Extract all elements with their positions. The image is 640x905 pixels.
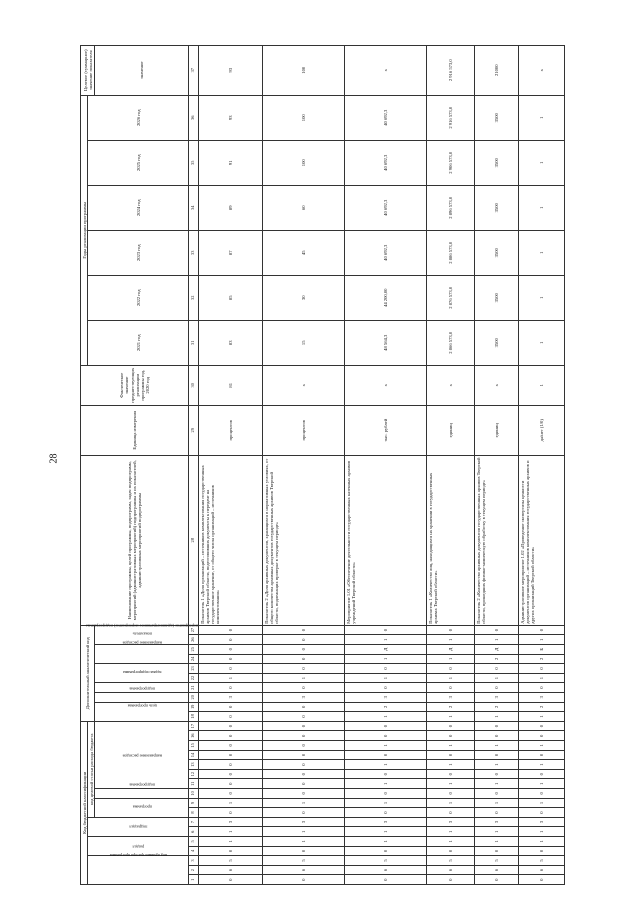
- code-cell: 3: [519, 817, 565, 827]
- row-year-value: 2 876 573,0: [427, 275, 475, 320]
- column-number: 22: [189, 673, 199, 683]
- code-cell: 0: [263, 683, 345, 693]
- year-2025-header: 2025 год: [88, 140, 189, 185]
- code-cell: 0: [199, 702, 263, 712]
- row-name: Показатель 1 «Доля организаций – источников комплектования государственных архивов Тверской области, подготовивших документы к передаче на государственное хранение, от общего числа организаций – источников комплектования»: [199, 455, 263, 625]
- code-cell: 0: [345, 731, 427, 741]
- code-cell: 0: [427, 769, 475, 779]
- code-cell: 0: [263, 760, 345, 770]
- code-cell: 2: [427, 702, 475, 712]
- code-cell: Д: [427, 644, 475, 654]
- row-target: x: [519, 45, 565, 95]
- row-unit: единиц: [427, 405, 475, 455]
- column-number: 37: [189, 45, 199, 95]
- table-row: [427, 45, 475, 884]
- code-cell: 1: [263, 798, 345, 808]
- code-cell: 0: [427, 731, 475, 741]
- row-fact: 1: [519, 365, 565, 405]
- code-cell: 1: [519, 741, 565, 751]
- code-cell: 1: [475, 837, 519, 847]
- row-fact: x: [345, 365, 427, 405]
- row-year-value: 2 896 573,0: [427, 185, 475, 230]
- column-numbers-row: [189, 45, 199, 884]
- code-cell: 0: [345, 750, 427, 760]
- row-year-value: 3500: [475, 275, 519, 320]
- fact-year-header: Фактическое значение предшествующих реализации программы год, 2020 год: [81, 365, 189, 405]
- code-cell: 0: [263, 664, 345, 674]
- table-row: [475, 45, 519, 884]
- column-number: 17: [189, 721, 199, 731]
- program-code-header: программа: [95, 798, 189, 817]
- code-cell: 0: [199, 654, 263, 664]
- code-cell: 1: [345, 673, 427, 683]
- row-year-value: 2 906 573,0: [427, 140, 475, 185]
- column-number: 6: [189, 827, 199, 837]
- code-cell: 0: [475, 721, 519, 731]
- code-cell: 0: [475, 625, 519, 635]
- code-cell: 1: [519, 779, 565, 789]
- row-name: Показатель 1 «Количество лиц, находящихся на хранении в государственных архивах Тверской области»: [427, 455, 475, 625]
- row-year-value: 2 866 573,0: [427, 320, 475, 365]
- code-cell: 1: [427, 741, 475, 751]
- code-cell: 0: [427, 808, 475, 818]
- row-year-value: 3500: [475, 185, 519, 230]
- column-number: 8: [189, 808, 199, 818]
- row-year-value: 93: [199, 95, 263, 140]
- code-cell: 6: [475, 865, 519, 875]
- column-number: 10: [189, 789, 199, 799]
- code-cell: 0: [519, 664, 565, 674]
- code-cell: 0: [345, 875, 427, 885]
- code-cell: 3: [427, 817, 475, 827]
- row-year-value: 1: [519, 185, 565, 230]
- column-number: 4: [189, 846, 199, 856]
- code-cell: 3: [345, 817, 427, 827]
- code-cell: 1: [519, 673, 565, 683]
- row-year-value: 100: [263, 140, 345, 185]
- code-cell: 5: [263, 856, 345, 866]
- row-year-value: 1: [519, 140, 565, 185]
- row-unit: да/нет (1/0): [519, 405, 565, 455]
- code-cell: 0: [199, 760, 263, 770]
- code-cell: 0: [263, 635, 345, 645]
- code-cell: 6: [519, 865, 565, 875]
- code-cell: 0: [199, 625, 263, 635]
- code-cell: 0: [263, 769, 345, 779]
- row-year-value: 45: [263, 230, 345, 275]
- row-year-value: 40 692,3: [345, 140, 427, 185]
- column-number: 11: [189, 779, 199, 789]
- code-cell: 0: [519, 875, 565, 885]
- code-cell: 0: [263, 712, 345, 722]
- row-year-value: 91: [199, 140, 263, 185]
- code-cell: 1: [475, 635, 519, 645]
- column-number: 33: [189, 230, 199, 275]
- column-number: 16: [189, 731, 199, 741]
- goal-header: задача подпрограммы: [95, 683, 189, 693]
- column-number: 9: [189, 798, 199, 808]
- row-year-value: 87: [199, 230, 263, 275]
- row-year-value: 1: [519, 230, 565, 275]
- row-year-value: 30: [263, 275, 345, 320]
- code-cell: 0: [199, 644, 263, 654]
- code-cell: 0: [519, 731, 565, 741]
- purpose-code-header: цель программы: [95, 702, 189, 721]
- column-number: 14: [189, 750, 199, 760]
- code-cell: 0: [199, 664, 263, 674]
- code-cell: 0: [427, 789, 475, 799]
- code-cell: 1: [345, 779, 427, 789]
- row-year-value: 40 692,3: [345, 185, 427, 230]
- code-cell: 0: [475, 664, 519, 674]
- row-year-value: 40 692,3: [345, 95, 427, 140]
- code-cell: 1: [427, 635, 475, 645]
- row-year-value: 85: [199, 275, 263, 320]
- column-number: 23: [189, 664, 199, 674]
- podrazdel-header: подраздел: [88, 817, 189, 836]
- code-cell: 0: [519, 683, 565, 693]
- column-number: 34: [189, 185, 199, 230]
- code-cell: 0: [427, 846, 475, 856]
- code-cell: 1: [475, 779, 519, 789]
- code-cell: 0: [199, 779, 263, 789]
- column-number: 12: [189, 769, 199, 779]
- table-row: [199, 45, 263, 884]
- code-cell: 5: [199, 856, 263, 866]
- row-name: Показатель 2 «Количество архивных документов государственных архивов Тверской области, прошедших физико-химическую обработку в текущем периоде»: [475, 455, 519, 625]
- code-cell: 0: [199, 769, 263, 779]
- row-unit: процентов: [263, 405, 345, 455]
- row-year-value: 1: [519, 275, 565, 320]
- code-cell: 5: [345, 856, 427, 866]
- additional-code-header: Дополнительный аналитический код: [81, 625, 95, 721]
- row-year-value: 44 200,00: [345, 275, 427, 320]
- row-year-value: 60: [263, 185, 345, 230]
- code-cell: 5: [475, 856, 519, 866]
- program-table: [80, 45, 565, 885]
- code-cell: 3: [427, 692, 475, 702]
- code-cell: 1: [475, 741, 519, 751]
- column-number: 19: [189, 702, 199, 712]
- code-cell: Д: [345, 644, 427, 654]
- code-cell: 2: [475, 702, 519, 712]
- column-number: 7: [189, 817, 199, 827]
- code-cell: 0: [475, 875, 519, 885]
- code-cell: 0: [345, 683, 427, 693]
- column-number: 18: [189, 712, 199, 722]
- code-cell: 0: [199, 712, 263, 722]
- rotated-table-container: [80, 49, 640, 885]
- row-year-value: 15: [263, 320, 345, 365]
- code-cell: 1: [345, 827, 427, 837]
- code-cell: 1: [427, 712, 475, 722]
- row-fact: x: [263, 365, 345, 405]
- code-cell: 1: [519, 837, 565, 847]
- code-cell: 0: [263, 654, 345, 664]
- code-cell: 0: [475, 731, 519, 741]
- row-year-value: 100: [263, 95, 345, 140]
- code-cell: 0: [199, 721, 263, 731]
- code-cell: 0: [263, 789, 345, 799]
- code-cell: 0: [427, 875, 475, 885]
- code-cell: 1: [263, 827, 345, 837]
- code-cell: 0: [199, 741, 263, 751]
- target-sub-header: значение: [95, 45, 189, 95]
- row-target: 100: [263, 45, 345, 95]
- column-number: 5: [189, 837, 199, 847]
- code-cell: 1: [345, 798, 427, 808]
- code-cell: 0: [427, 683, 475, 693]
- code-cell: 0: [427, 721, 475, 731]
- code-cell: 0: [475, 789, 519, 799]
- column-number: 15: [189, 741, 199, 751]
- code-cell: 1: [427, 760, 475, 770]
- page-number: 28: [48, 453, 60, 464]
- code-cell: 1: [199, 798, 263, 808]
- row-year-value: 3500: [475, 95, 519, 140]
- code-cell: 0: [199, 635, 263, 645]
- code-cell: 1: [345, 837, 427, 847]
- code-cell: 1: [199, 837, 263, 847]
- code-cell: 1: [345, 654, 427, 664]
- table-row: [345, 45, 427, 884]
- code-cell: 2: [519, 702, 565, 712]
- column-number: 26: [189, 635, 199, 645]
- code-cell: 1: [427, 837, 475, 847]
- code-cell: 2: [475, 654, 519, 664]
- row-year-value: 40 692,3: [345, 230, 427, 275]
- code-cell: 0: [345, 664, 427, 674]
- code-cell: 1: [475, 673, 519, 683]
- code-cell: 6: [263, 865, 345, 875]
- column-number: 29: [189, 405, 199, 455]
- code-cell: 0: [199, 750, 263, 760]
- code-cell: 1: [519, 635, 565, 645]
- code-cell: 1: [475, 760, 519, 770]
- code-cell: 0: [427, 664, 475, 674]
- code-cell: 1: [519, 798, 565, 808]
- code-cell: 3: [345, 692, 427, 702]
- code-cell: 0: [199, 789, 263, 799]
- code-cell: 3: [263, 692, 345, 702]
- budget-code-header: Код бюджетной классификации: [81, 721, 88, 884]
- goal-code-header: подпрограмма: [95, 692, 189, 702]
- row-target: x: [345, 45, 427, 95]
- column-number: 2: [189, 865, 199, 875]
- code-cell: 1: [427, 798, 475, 808]
- row-target: 21000: [475, 45, 519, 95]
- year-2021-header: 2021 год: [88, 320, 189, 365]
- code-cell: 3: [519, 692, 565, 702]
- code-cell: 1: [345, 712, 427, 722]
- code-cell: 6: [427, 865, 475, 875]
- year-2026-header: 2026 год: [88, 95, 189, 140]
- code-cell: 0: [345, 625, 427, 635]
- row-name: Мероприятие 1.01 «Обеспечение деятельности государственных казенных архивов учреждений Тверской области»: [345, 455, 427, 625]
- code-cell: 2: [519, 654, 565, 664]
- direction-code-header: направление расходов: [95, 721, 189, 788]
- code-cell: 0: [263, 846, 345, 856]
- code-cell: 0: [345, 721, 427, 731]
- column-number: 1: [189, 875, 199, 885]
- code-cell: 0: [475, 683, 519, 693]
- code-cell: 0: [427, 750, 475, 760]
- years-header: Годы реализации программы: [81, 95, 88, 365]
- year-2024-header: 2024 год: [88, 185, 189, 230]
- code-cell: 0: [345, 846, 427, 856]
- code-cell: 5: [519, 856, 565, 866]
- code-cell: 3: [475, 817, 519, 827]
- target-header: Целевое (суммарное) значение показателя: [81, 45, 95, 95]
- expense-code-header: код целевой статьи расхода бюджета: [88, 721, 95, 817]
- code-cell: 6: [199, 865, 263, 875]
- row-unit: единиц: [475, 405, 519, 455]
- code-cell: 0: [345, 789, 427, 799]
- row-fact: x: [427, 365, 475, 405]
- code-cell: 0: [263, 779, 345, 789]
- code-cell: 0: [199, 731, 263, 741]
- row-unit: тыс. рублей: [345, 405, 427, 455]
- code-cell: 1: [475, 798, 519, 808]
- code-cell: 1: [345, 635, 427, 645]
- code-cell: 1: [519, 827, 565, 837]
- code-cell: 2: [345, 702, 427, 712]
- code-cell: 0: [519, 625, 565, 635]
- column-number: 3: [189, 856, 199, 866]
- code-cell: 1: [263, 837, 345, 847]
- code-cell: 1: [427, 779, 475, 789]
- code-cell: 0: [199, 808, 263, 818]
- row-unit: процентов: [199, 405, 263, 455]
- code-cell: 0: [519, 769, 565, 779]
- unit-header: Единица измерения: [81, 405, 189, 455]
- column-number: 21: [189, 683, 199, 693]
- code-cell: 0: [263, 721, 345, 731]
- row-year-value: 3500: [475, 320, 519, 365]
- code-cell: 0: [427, 625, 475, 635]
- code-cell: 0: [199, 875, 263, 885]
- column-number: 27: [189, 625, 199, 635]
- code-cell: 0: [263, 731, 345, 741]
- code-cell: 0: [519, 721, 565, 731]
- code-cell: 0: [519, 750, 565, 760]
- code-cell: 0: [263, 875, 345, 885]
- row-year-value: 2 886 573,0: [427, 230, 475, 275]
- column-number: 30: [189, 365, 199, 405]
- code-cell: 1: [475, 712, 519, 722]
- column-number: 25: [189, 644, 199, 654]
- row-year-value: 48 564,3: [345, 320, 427, 365]
- direction2-header: направление расходов: [95, 644, 189, 663]
- code-cell: 5: [427, 856, 475, 866]
- code-cell: 0: [263, 750, 345, 760]
- row-year-value: 1: [519, 320, 565, 365]
- code-cell: 1: [345, 760, 427, 770]
- code-cell: 1: [475, 827, 519, 837]
- column-number: 35: [189, 140, 199, 185]
- razdel-header: раздел: [88, 837, 189, 856]
- code-cell: 0: [475, 846, 519, 856]
- code-cell: Б: [519, 644, 565, 654]
- prog-admin-header: код администратора программы: [88, 856, 189, 885]
- code-cell: 1: [519, 712, 565, 722]
- column-number: 28: [189, 455, 199, 625]
- code-cell: 0: [345, 808, 427, 818]
- code-cell: 0: [519, 846, 565, 856]
- indicator-header: показатель: [95, 625, 189, 644]
- row-year-value: 89: [199, 185, 263, 230]
- code-cell: 3: [475, 692, 519, 702]
- subprogram-code-header: подпрограмма: [95, 789, 189, 799]
- row-year-value: 3500: [475, 140, 519, 185]
- column-number: 31: [189, 320, 199, 365]
- code-cell: 0: [519, 789, 565, 799]
- column-number: 36: [189, 95, 199, 140]
- row-target: 93: [199, 45, 263, 95]
- code-cell: 0: [519, 808, 565, 818]
- table-row: [519, 45, 565, 884]
- code-cell: 6: [345, 865, 427, 875]
- code-cell: 0: [475, 769, 519, 779]
- code-cell: 1: [199, 827, 263, 837]
- row-fact: x: [475, 365, 519, 405]
- code-cell: 0: [345, 769, 427, 779]
- code-cell: 0: [475, 750, 519, 760]
- year-2023-header: 2023 год: [88, 230, 189, 275]
- row-year-value: 1: [519, 95, 565, 140]
- column-number: 32: [189, 275, 199, 320]
- code-cell: 1: [519, 760, 565, 770]
- column-number: 20: [189, 692, 199, 702]
- code-cell: 0: [199, 846, 263, 856]
- code-cell: 0: [263, 625, 345, 635]
- code-cell: 0: [263, 644, 345, 654]
- row-year-value: 3500: [475, 230, 519, 275]
- column-number: 13: [189, 760, 199, 770]
- year-2022-header: 2022 год: [88, 275, 189, 320]
- row-year-value: 83: [199, 320, 263, 365]
- code-cell: 3: [263, 817, 345, 827]
- code-cell: 1: [427, 673, 475, 683]
- row-year-value: 2 916 573,0: [427, 95, 475, 140]
- row-name: Административное мероприятие 1.02 «Проведение экспертизы ценности документов организаций – источников комплектования государственных архивов и других организаций Тверской области»: [519, 455, 565, 625]
- code-cell: 0: [263, 808, 345, 818]
- code-cell: 0: [199, 683, 263, 693]
- code-cell: 0: [263, 741, 345, 751]
- name-header: Наименование программы, целей программы, подпрограмм, задач подпрограмм, мероприятий (административных мероприятий) подпрограммы и их показателей, административных мероприятий подпрограммы: [81, 455, 189, 625]
- row-fact: 81: [199, 365, 263, 405]
- code-cell: 3: [199, 817, 263, 827]
- measures-header: мероприятие (административное мероприятие) подпрограммы: [95, 664, 189, 683]
- code-cell: 0: [263, 702, 345, 712]
- code-cell: 0: [475, 808, 519, 818]
- code-cell: 1: [427, 654, 475, 664]
- code-cell: 1: [345, 741, 427, 751]
- code-cell: 1: [263, 673, 345, 683]
- table-row: [263, 45, 345, 884]
- code-cell: 1: [427, 827, 475, 837]
- row-target: 2 916 573,0: [427, 45, 475, 95]
- column-number: 24: [189, 654, 199, 664]
- code-cell: 1: [199, 673, 263, 683]
- code-cell: Д: [475, 644, 519, 654]
- row-name: Показатель 2 «Доля архивных документов, хранящихся в нормативных условиях, от общего количества архивных документов государственных архивов Тверской области, подлежащих проверке в текущем периоде»: [263, 455, 345, 625]
- code-cell: 3: [199, 692, 263, 702]
